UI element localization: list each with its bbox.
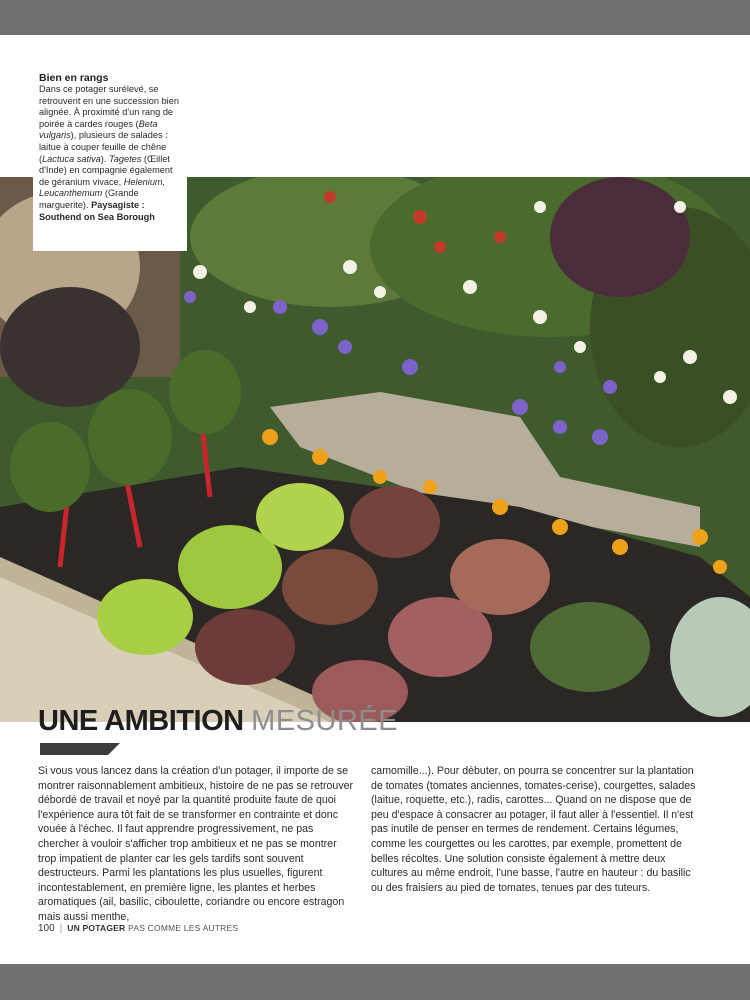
caption-text: Dans ce potager surélevé, se retrouvent en une succession bien alignée. À proximité d'un rang de poirée à cardes rouges ( <box>39 84 179 129</box>
heading-light-part: MESURÉE <box>251 705 399 737</box>
garden-photo <box>0 177 750 722</box>
caption-text: (Œillet d'Inde) en compagnie également de géranium vivace, <box>39 153 173 187</box>
body-column-left: Si vous vous lancez dans la création d'un potager, il importe de se montrer raisonnablement ambitieux, histoire de ne pas se retrouver débordé de travail et noyé par la quantité produite faute de quoi l'expérience aura tôt fait de se transformer en contrainte et donc vouée à l'échec. Il faut apprendre progressivement, ne pas chercher à vouloir s'afficher trop ambitieux et ne pas se montrer trop impatient de planter car les gels tardifs sont souvent destructeurs. Parmi les plantations les plus usuelles, figurent incontestablement, en première ligne, les plantes et herbes aromatiques (ail, basilic, ciboulette, coriandre ou encore estragon mais aussi menthe, <box>38 765 354 923</box>
magazine-page <box>0 35 750 964</box>
footer-separator: | <box>59 923 63 934</box>
footer-magazine-rest: PAS COMME LES AUTRES <box>128 923 239 933</box>
heading-bold-part: UNE AMBITION <box>38 705 244 737</box>
page-footer <box>38 923 238 934</box>
caption-latin-name: Helenium, Leucanthemum <box>39 176 166 199</box>
caption-text: (Grande marguerite). <box>39 188 139 210</box>
caption-credit: Paysagiste : Southend on Sea Borough <box>39 199 155 222</box>
caption-latin-name: Tagetes <box>108 153 142 164</box>
caption-text: ). <box>100 153 109 164</box>
photo-caption <box>33 68 187 251</box>
caption-text: ), plusieurs de salades : laitue à couper feuille de chêne ( <box>39 130 168 164</box>
caption-title: Bien en rangs <box>39 72 109 84</box>
garden-photo-illustration <box>0 177 750 722</box>
top-frame-bar <box>0 0 750 35</box>
heading-underline-bar <box>40 743 120 755</box>
caption-latin-name: Lactuca sativa <box>42 153 101 164</box>
section-heading <box>38 705 398 738</box>
body-column-right: camomille...). Pour débuter, on pourra se concentrer sur la plantation de tomates (tomates anciennes, tomates-cerise), courgettes, salades (laitue, roquette, etc.), radis, carottes... Quand on ne dispose que de peu d'espace à consacrer au potager, il faut aller à l'essentiel. Il n'est pas inutile de penser en termes de rendement. Certains légumes, comme les courgettes ou les carottes, par exemple, promettent de belles récoltes. Une solution consiste également à mettre deux cultures au même endroit, l'une basse, l'autre en hauteur : du basilic ou des fraisiers au pied de tomates, tenues par des tuteurs. <box>371 765 696 894</box>
caption-latin-name: Beta vulgaris <box>39 118 158 141</box>
bottom-frame-bar <box>0 964 750 1000</box>
footer-magazine-bold: UN POTAGER <box>67 923 126 933</box>
page-number: 100 <box>38 923 55 934</box>
